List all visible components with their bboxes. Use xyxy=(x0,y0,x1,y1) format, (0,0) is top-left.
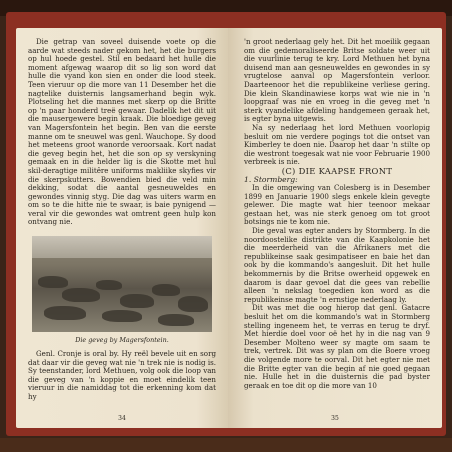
photo-figure xyxy=(38,276,68,288)
subsection-heading: 1. Stormberg: xyxy=(244,174,298,184)
photo-horizon xyxy=(32,236,212,258)
table-surface-bottom xyxy=(0,438,452,452)
paragraph: Dit was met die oog hierop dat genl. Gatacre besluit het om die kommando's wat in Stormberg stelling ingeneem het, te verras en terug te dryf. Met hierdie doel voor oë het hy in die nag van 9 Desember Molteno weer sy magte om saam te trek, vertrek. Dit was sy plan om die Boere vroeg die volgende more te oorval. Dit het egter nie met die Britte egter van die begin af nie goed gegaan nie. Hulle het in die duisternis die pad byster geraak en toe dit op die more van 10 xyxy=(244,303,430,390)
photo-figure xyxy=(178,296,208,312)
photo-caption: Die geveg by Magersfontein. xyxy=(75,336,169,344)
paragraph: Na sy nederlaag het lord Methuen voorlopig besluit om nie verdere pogings tot die ontset van Kimberley te doen nie. Daarop het daar 'n stilte op die westront toegesak wat nie voor Februarie 1900 verbreek is nie. xyxy=(244,122,430,167)
photo-figure xyxy=(120,294,154,308)
paragraph: Die getrap van soveel duisende voete op die aarde wat steeds nader gekom het, het die burgers op hul hoede gestel. Stil en bedaard het hulle die moment afgewag waarop dit so lig son word dat hulle die vyand kon sien en onder die lood steek. Teen vieruur op die more van 11 Desember het die nagtelike duisternis langsamerhand begin wyk. Plotseling het die mannes met skerp op die Britte op 'n paar honderd treë gewaar. Dadelik het dit uit die mausergewere begin kraak. Die bloedige geveg van Magersfontein het begin. Ben van die eerste manne om te sneuwel was genl. Wauchope. Sy dood het meteens groot wanorde veroorsaak. Kort nadat die geveg begin het, het die son op sy verskyning gemaak en in die helder lig is die Skotte met hul skil-deragtige militêre uniforms makliike skyfies vir die skerpskutters. Bowendien bied die veld min dekking, sodat die aantal gesneuweldes en gewondes vinnig styg. Die dag was uiters warm en om so te die hitte nie te swaar, is baie pynigend — veral vir die gewondes wat omtrent geen hulp kon ontvang nie. xyxy=(28,37,216,227)
photo-figure xyxy=(96,280,122,290)
photo-figure xyxy=(152,284,180,296)
section-heading: (C) DIE KAAPSE FRONT xyxy=(281,165,393,176)
photo-figure xyxy=(62,288,100,302)
paragraph: In die omgewing van Colesberg is in Desember 1899 en Januarie 1900 slegs enkele klein gevegte gelewer. Die magte wat hier teenoor mekaar gestaan het, was nie sterk genoeg om tot groot botsings nie te kom nie. xyxy=(244,183,430,227)
left-page xyxy=(16,28,228,428)
paragraph: 'n groot nederlaag gely het. Dit het moeilik gegaan om die gedemoraliseerde Britse soldate weer uit die vuurlinie terug te kry. Lord Methuen het byna duisend man aan gesneuweldes en gewondes in sy vrugtelose aanval op Magersfontein verloor. Daarteenoor het die republikeine verliese gering. Die klein Skandinawiese korps wat wie nie in 'n loopgraaf was nie en vroeg in die geveg met 'n sterk vyandelike afdeling handgemeen geraak het, is egter byna uitgewis. xyxy=(244,37,430,124)
paragraph: Die geval was egter anders by Stormberg. In die noordoostelike distrikte van die Kaapkolonie het die meerderheid van die Afrikaners met die republikeinse saak gesimpatiseer en baie het dan ook by die kommando's aangesluit. Dit het hulle bekommernis by die Britse owerheid opgewek en daarom is daar gevoel dat die gees van rebellie alleen 'n nekslag toegedien kon word as die republikeinse magte 'n ernstige nederlaag ly. xyxy=(244,226,430,304)
paragraph: Genl. Cronje is oral by. Hy reël bevele uit en sorg dat daar vir die geveg wat nie 'n trek nie is nodig is. Sy teenstander, lord Methuen, volg ook die loop van die geveg van 'n koppie en moet eindelik teen vieruur in die namiddag tot die erkenning kom dat hy xyxy=(28,349,216,401)
photo-figure xyxy=(102,310,142,322)
page-number-right: 35 xyxy=(331,415,339,422)
right-page xyxy=(228,28,442,428)
page-number-left: 34 xyxy=(118,415,126,422)
right-page-text xyxy=(244,38,430,390)
open-book xyxy=(6,12,446,436)
left-page-bottom-text xyxy=(28,350,216,402)
left-page-top-text xyxy=(28,38,216,227)
photo-figure xyxy=(158,314,194,326)
photo-figure xyxy=(44,306,86,320)
battlefield-photo xyxy=(32,236,212,332)
